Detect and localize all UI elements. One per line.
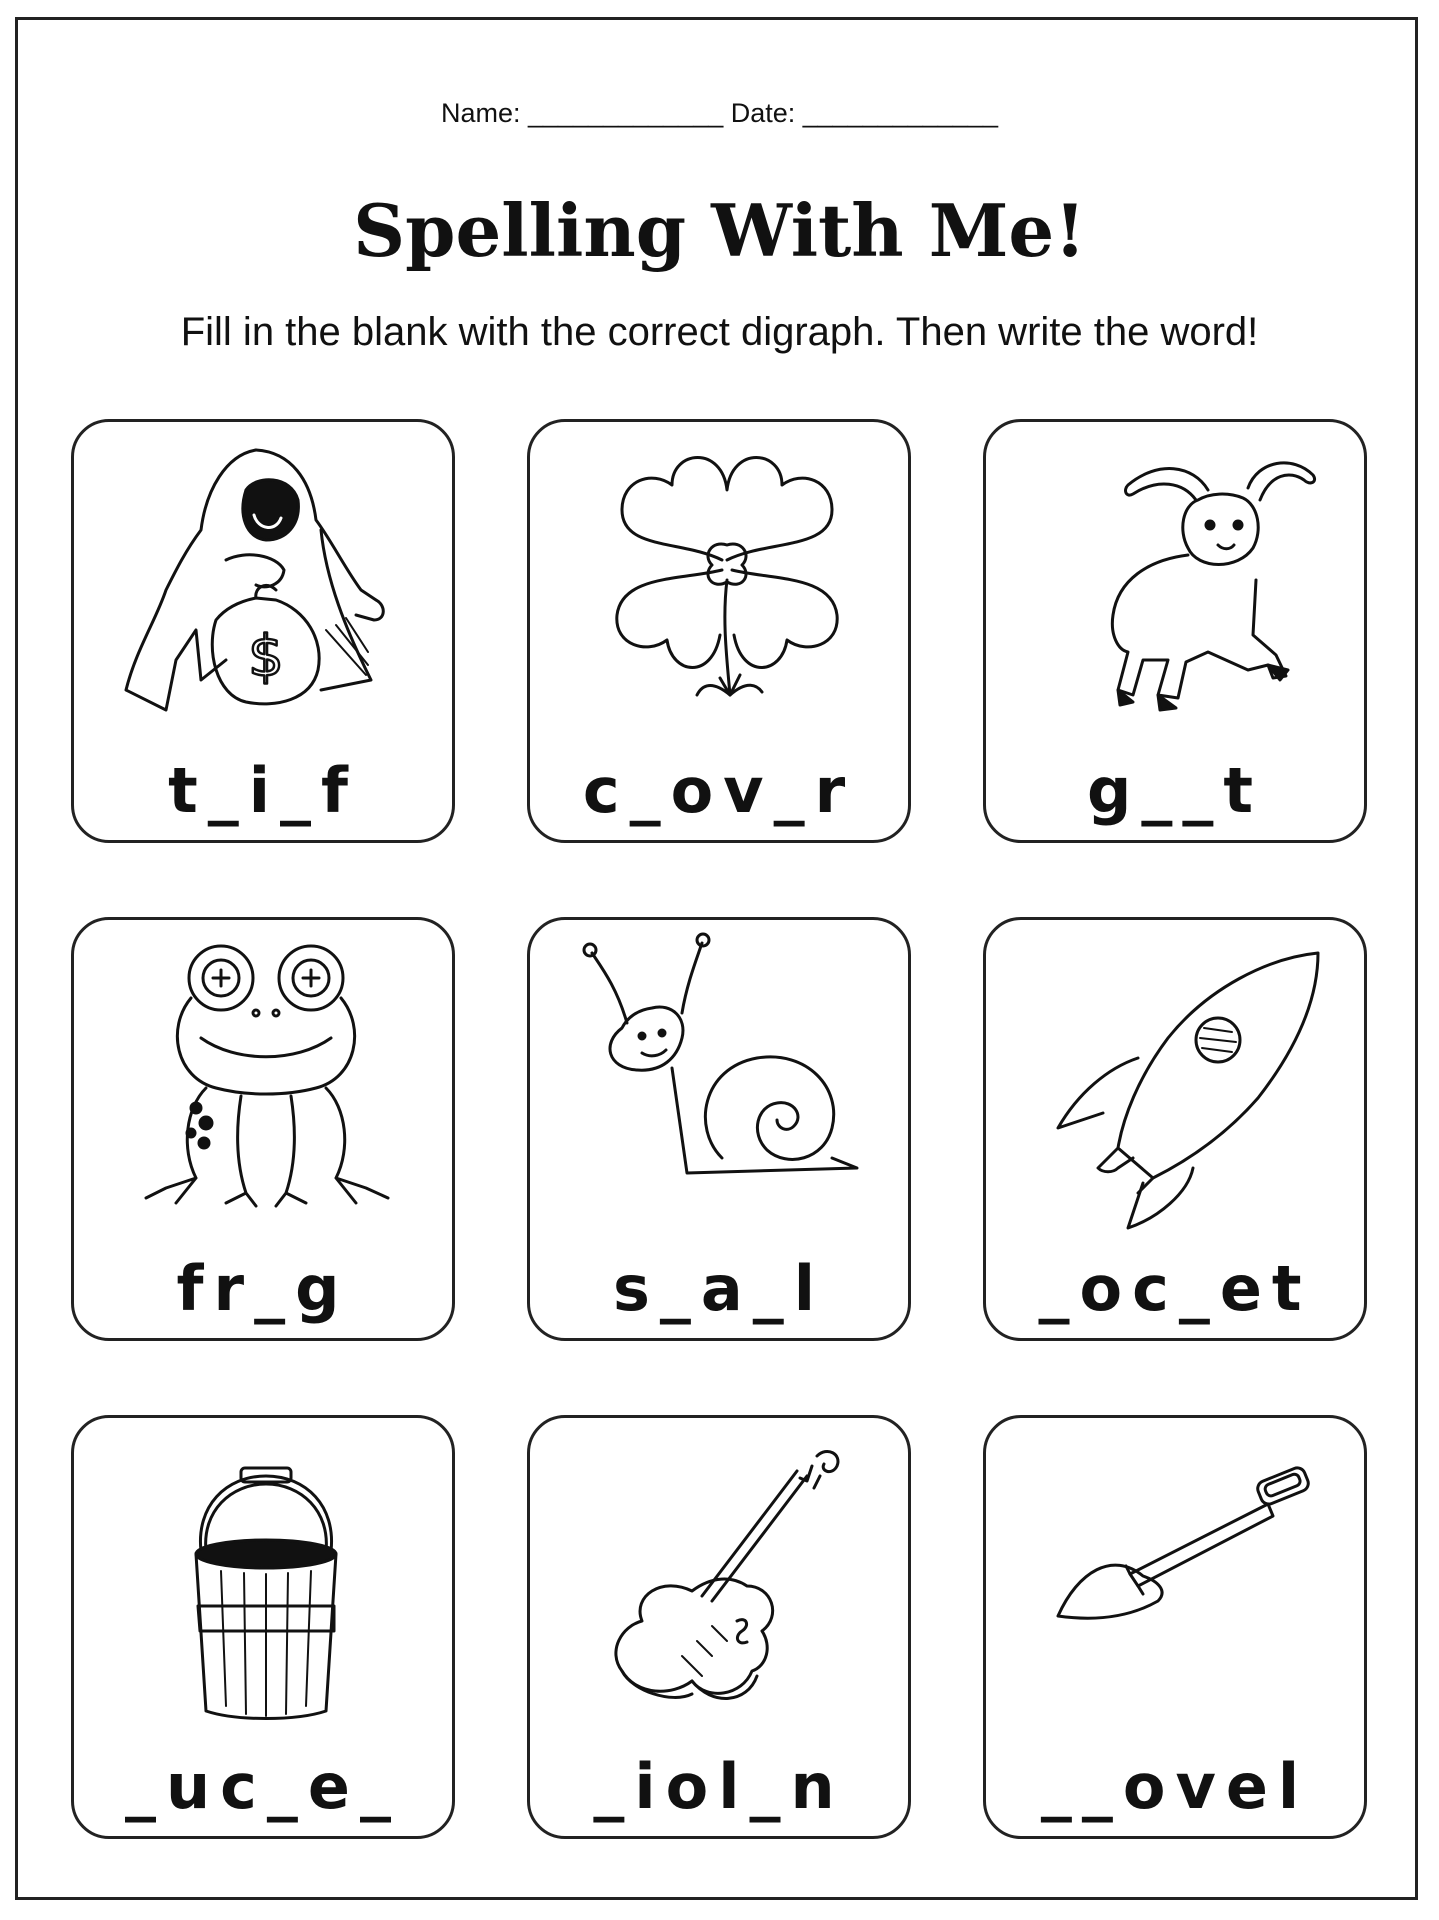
card-shovel	[983, 1415, 1367, 1839]
card-snail	[527, 917, 911, 1341]
card-rocket	[983, 917, 1367, 1341]
card-clover	[527, 419, 911, 843]
word-blank: __ovel	[1040, 1750, 1310, 1823]
name-date-line: Name: _____________ Date: _____________	[441, 98, 998, 128]
bucket-icon	[106, 1426, 426, 1736]
word-blank: t_i_f	[168, 754, 358, 827]
word-blank: c_ov_r	[582, 754, 856, 827]
word-blank: fr_g	[176, 1252, 350, 1325]
word-blank: _iol_n	[593, 1750, 845, 1823]
card-violin	[527, 1415, 911, 1839]
card-frog	[71, 917, 455, 1341]
instructions: Fill in the blank with the correct digraph. Then write the word!	[180, 310, 1259, 354]
clover-icon	[562, 430, 882, 740]
snail-icon	[562, 928, 882, 1238]
card-bucket	[71, 1415, 455, 1839]
word-blank: _oc_et	[1038, 1252, 1312, 1325]
svg-text:$: $	[248, 624, 284, 689]
rocket-icon	[1018, 928, 1338, 1238]
goat-icon	[1018, 430, 1338, 740]
violin-icon	[562, 1426, 882, 1736]
word-blank: g__t	[1086, 754, 1264, 827]
frog-icon	[106, 928, 426, 1238]
shovel-icon	[1018, 1426, 1338, 1736]
word-blank: s_a_l	[613, 1252, 825, 1325]
word-blank: _uc_e_	[125, 1750, 401, 1823]
card-goat	[983, 419, 1367, 843]
card-thief	[71, 419, 455, 843]
page-title: Spelling With Me!	[353, 188, 1086, 273]
thief-icon	[106, 430, 426, 740]
